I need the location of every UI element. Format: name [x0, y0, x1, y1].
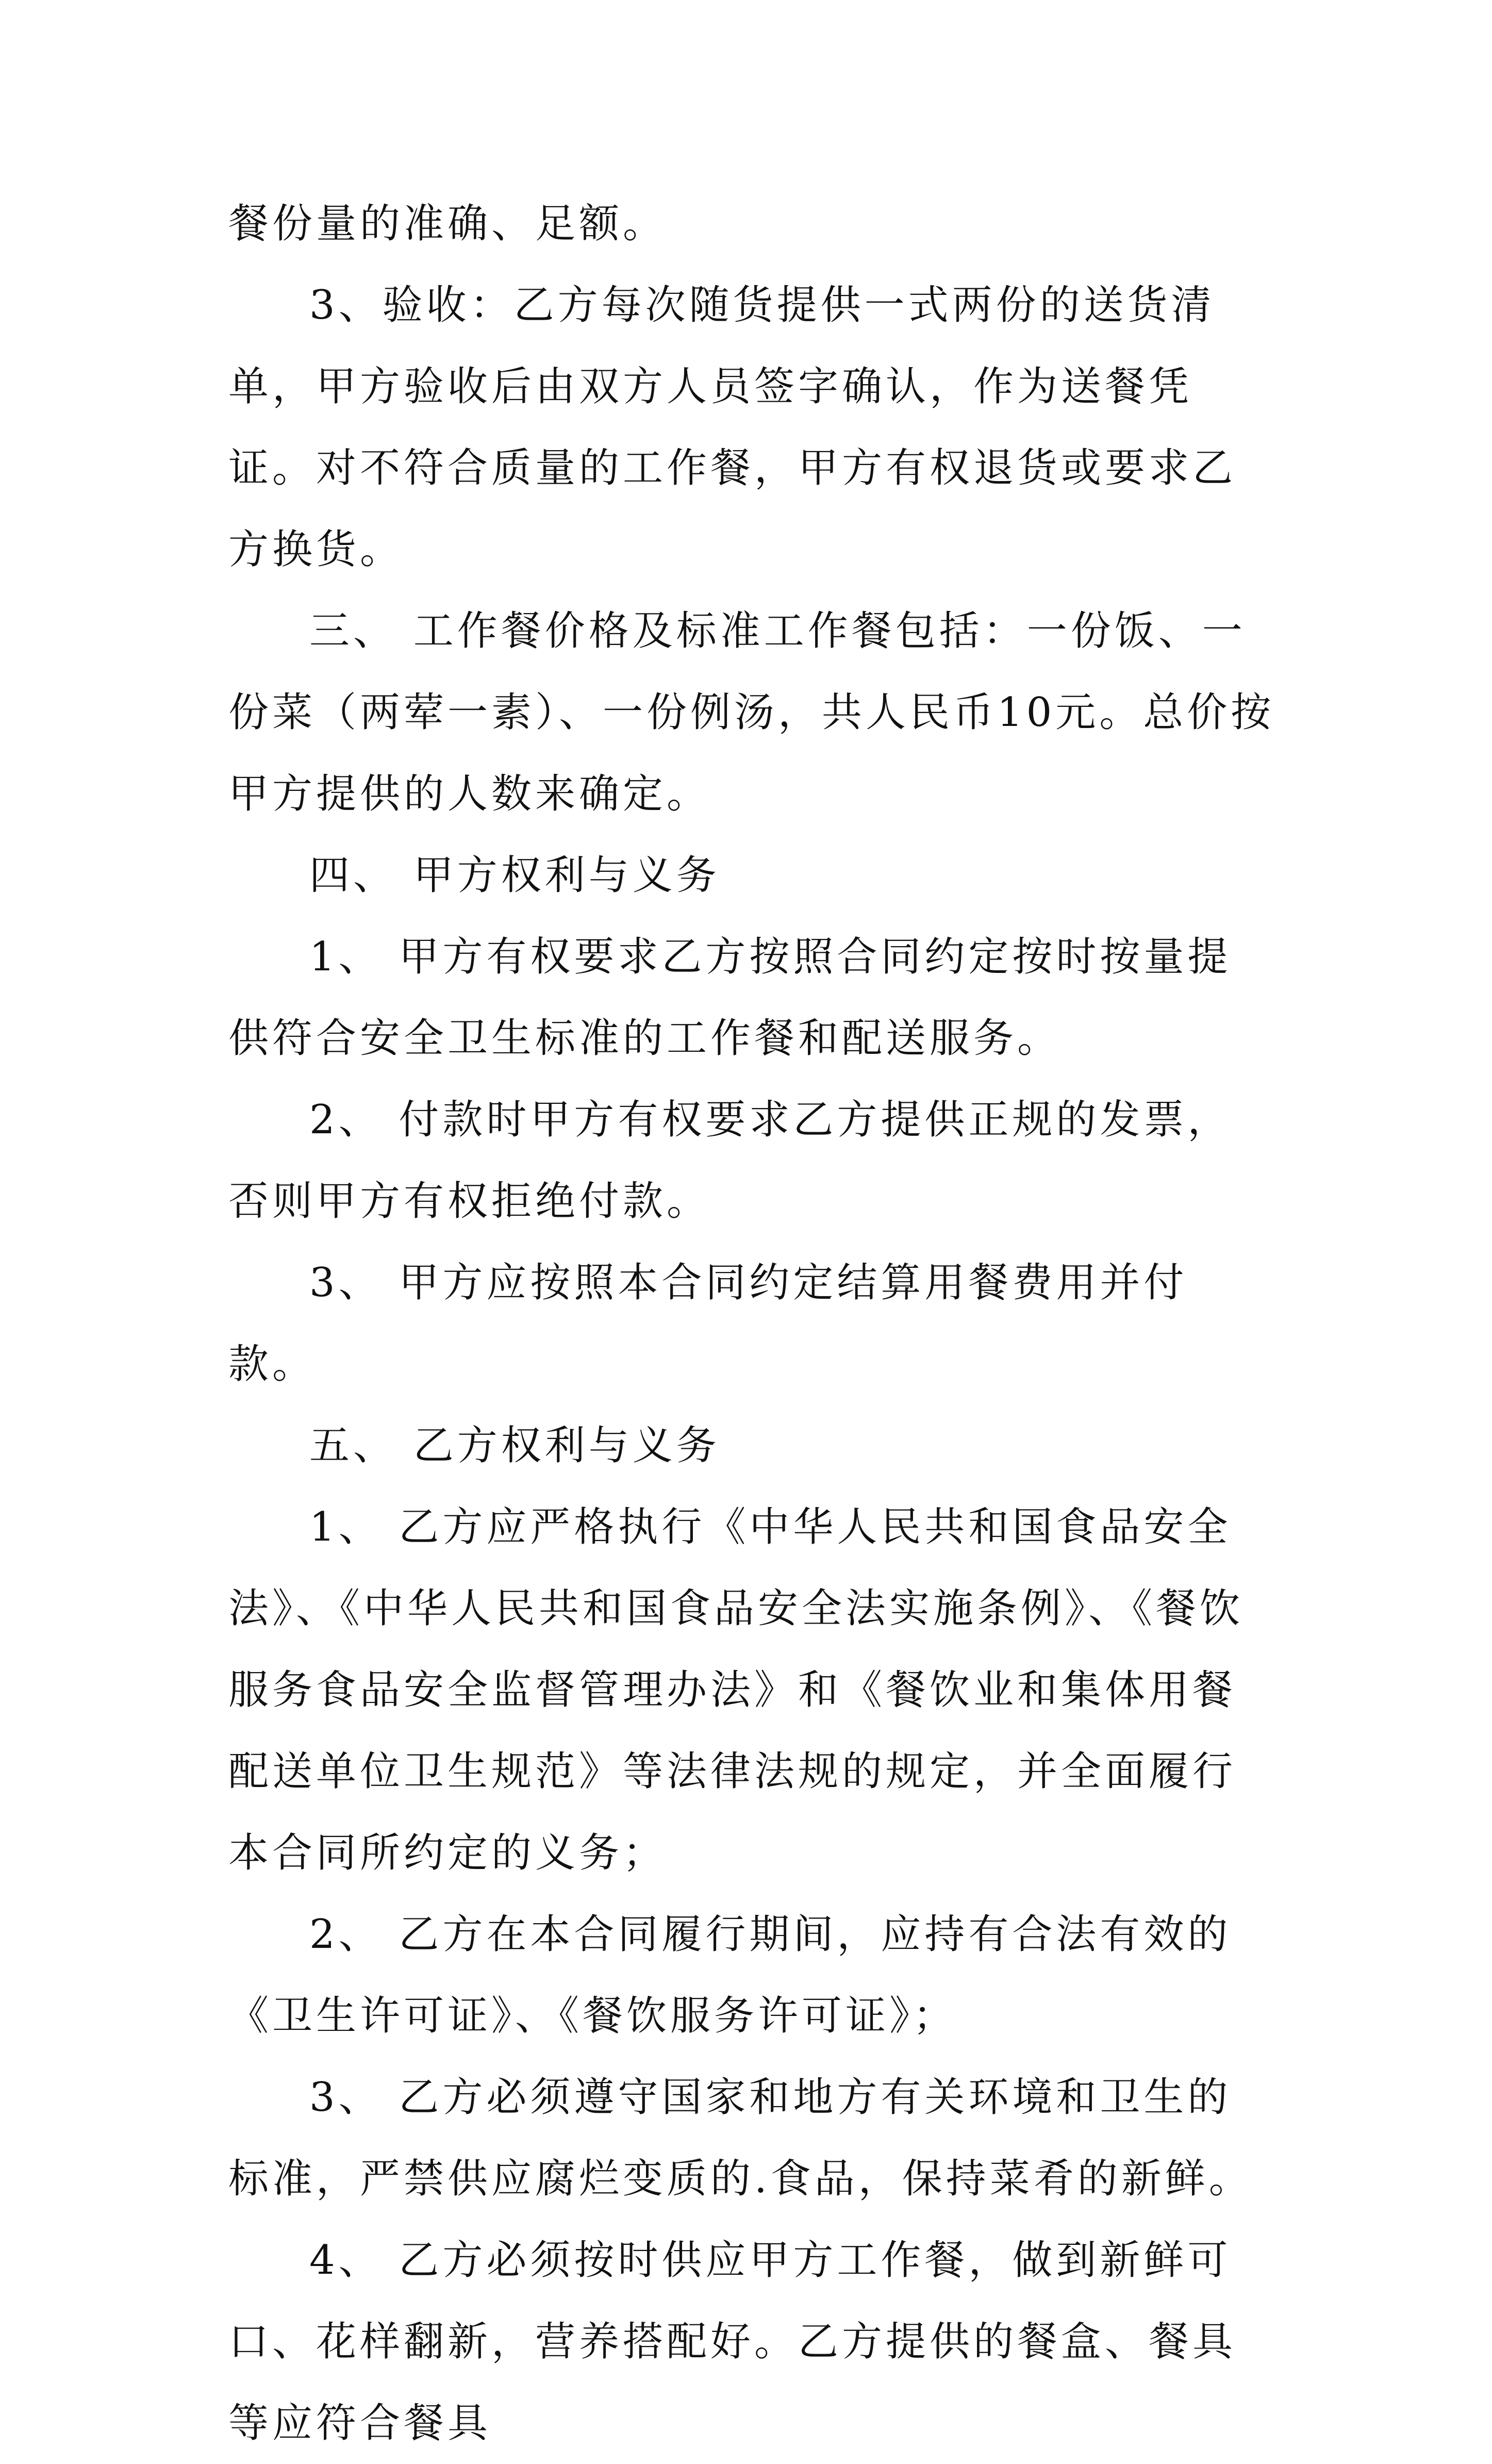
paragraph-party-a-item-3: 3、 甲方应按照本合同约定结算用餐费用并付款。: [228, 1260, 1188, 1387]
paragraph-acceptance: 3、验收：乙方每次随货提供一式两份的送货清单，甲方验收后由双方人员签字确认，作为送餐凭证。对不符合质量的工作餐，甲方有权退货或要求乙方换货。: [228, 282, 1237, 573]
heading-section-five: 五、 乙方权利与义务: [309, 1423, 720, 1469]
paragraph-party-b-item-1: 1、 乙方应严格执行《中华人民共和国食品安全法》、《中华人民共和国食品安全法实施条例》、《餐饮服务食品安全监督管理办法》和《餐饮业和集体用餐配送单位卫生规范》等法律法规的规定，并全面履行本合同所约定的义务；: [228, 1504, 1244, 1876]
document-body: [228, 183, 1275, 2464]
paragraph-party-a-item-1: 1、 甲方有权要求乙方按照合同约定按时按量提供符合安全卫生标准的工作餐和配送服务。: [228, 934, 1232, 1062]
paragraph-party-a-item-2: 2、 付款时甲方有权要求乙方提供正规的发票，否则甲方有权拒绝付款。: [228, 1097, 1232, 1225]
paragraph-section-three: 三、 工作餐价格及标准工作餐包括：一份饭、一份菜（两荤一素）、一份例汤，共人民币10元。总价按甲方提供的人数来确定。: [228, 608, 1275, 817]
paragraph-party-b-item-2: 2、 乙方在本合同履行期间，应持有合法有效的《卫生许可证》、《餐饮服务许可证》；: [228, 1911, 1232, 2039]
heading-section-four: 四、 甲方权利与义务: [309, 852, 720, 899]
paragraph-continuation: 餐份量的准确、足额。: [228, 201, 667, 247]
paragraph-party-b-item-4: 4、 乙方必须按时供应甲方工作餐，做到新鲜可口、花样翻新，营养搭配好。乙方提供的餐盒、餐具等应符合餐具: [228, 2237, 1237, 2446]
paragraph-party-b-item-3: 3、 乙方必须遵守国家和地方有关环境和卫生的标准，严禁供应腐烂变质的.食品，保持菜肴的新鲜。: [228, 2074, 1253, 2202]
